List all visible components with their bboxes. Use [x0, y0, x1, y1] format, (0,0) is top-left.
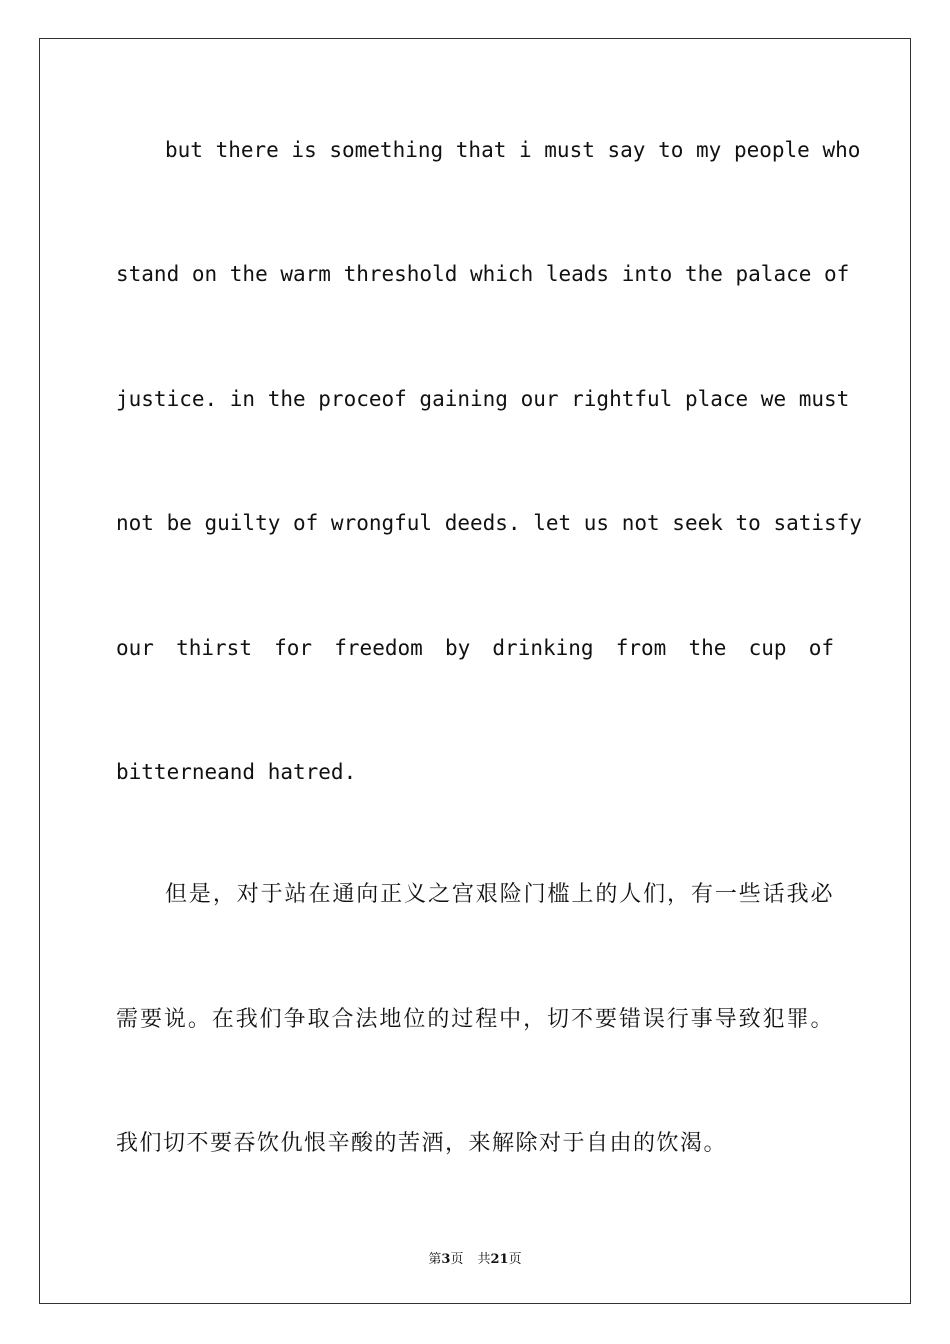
paragraph-line-5: our thirst for freedom by drinking from the cup of	[116, 636, 834, 660]
page-border	[39, 38, 911, 1304]
chinese-line-2: 需要说。在我们争取合法地位的过程中，切不要错误行事导致犯罪。	[116, 1007, 834, 1032]
total-suffix: 页	[508, 1252, 522, 1267]
page-number: 3	[441, 1252, 451, 1267]
chinese-line-3: 我们切不要吞饮仇恨辛酸的苦酒，来解除对于自由的饮渴。	[116, 1131, 728, 1156]
paragraph-line-6: bitterneand hatred.	[116, 760, 357, 784]
paragraph-line-3: justice. in the proceof gaining our rightful place we must	[116, 387, 850, 411]
paragraph-line-4: not be guilty of wrongful deeds. let us not seek to satisfy	[116, 511, 862, 535]
page-suffix: 页	[450, 1252, 464, 1267]
paragraph-line-2: stand on the warm threshold which leads into the palace of	[116, 262, 850, 286]
paragraph-line-1: but there is something that i must say to my people who	[165, 138, 861, 162]
chinese-line-1: 但是，对于站在通向正义之宫艰险门槛上的人们，有一些话我必	[165, 882, 834, 907]
total-pages: 21	[490, 1252, 509, 1267]
page-prefix: 第	[428, 1252, 442, 1267]
page-footer	[0, 1248, 950, 1267]
total-prefix: 共	[477, 1252, 491, 1267]
